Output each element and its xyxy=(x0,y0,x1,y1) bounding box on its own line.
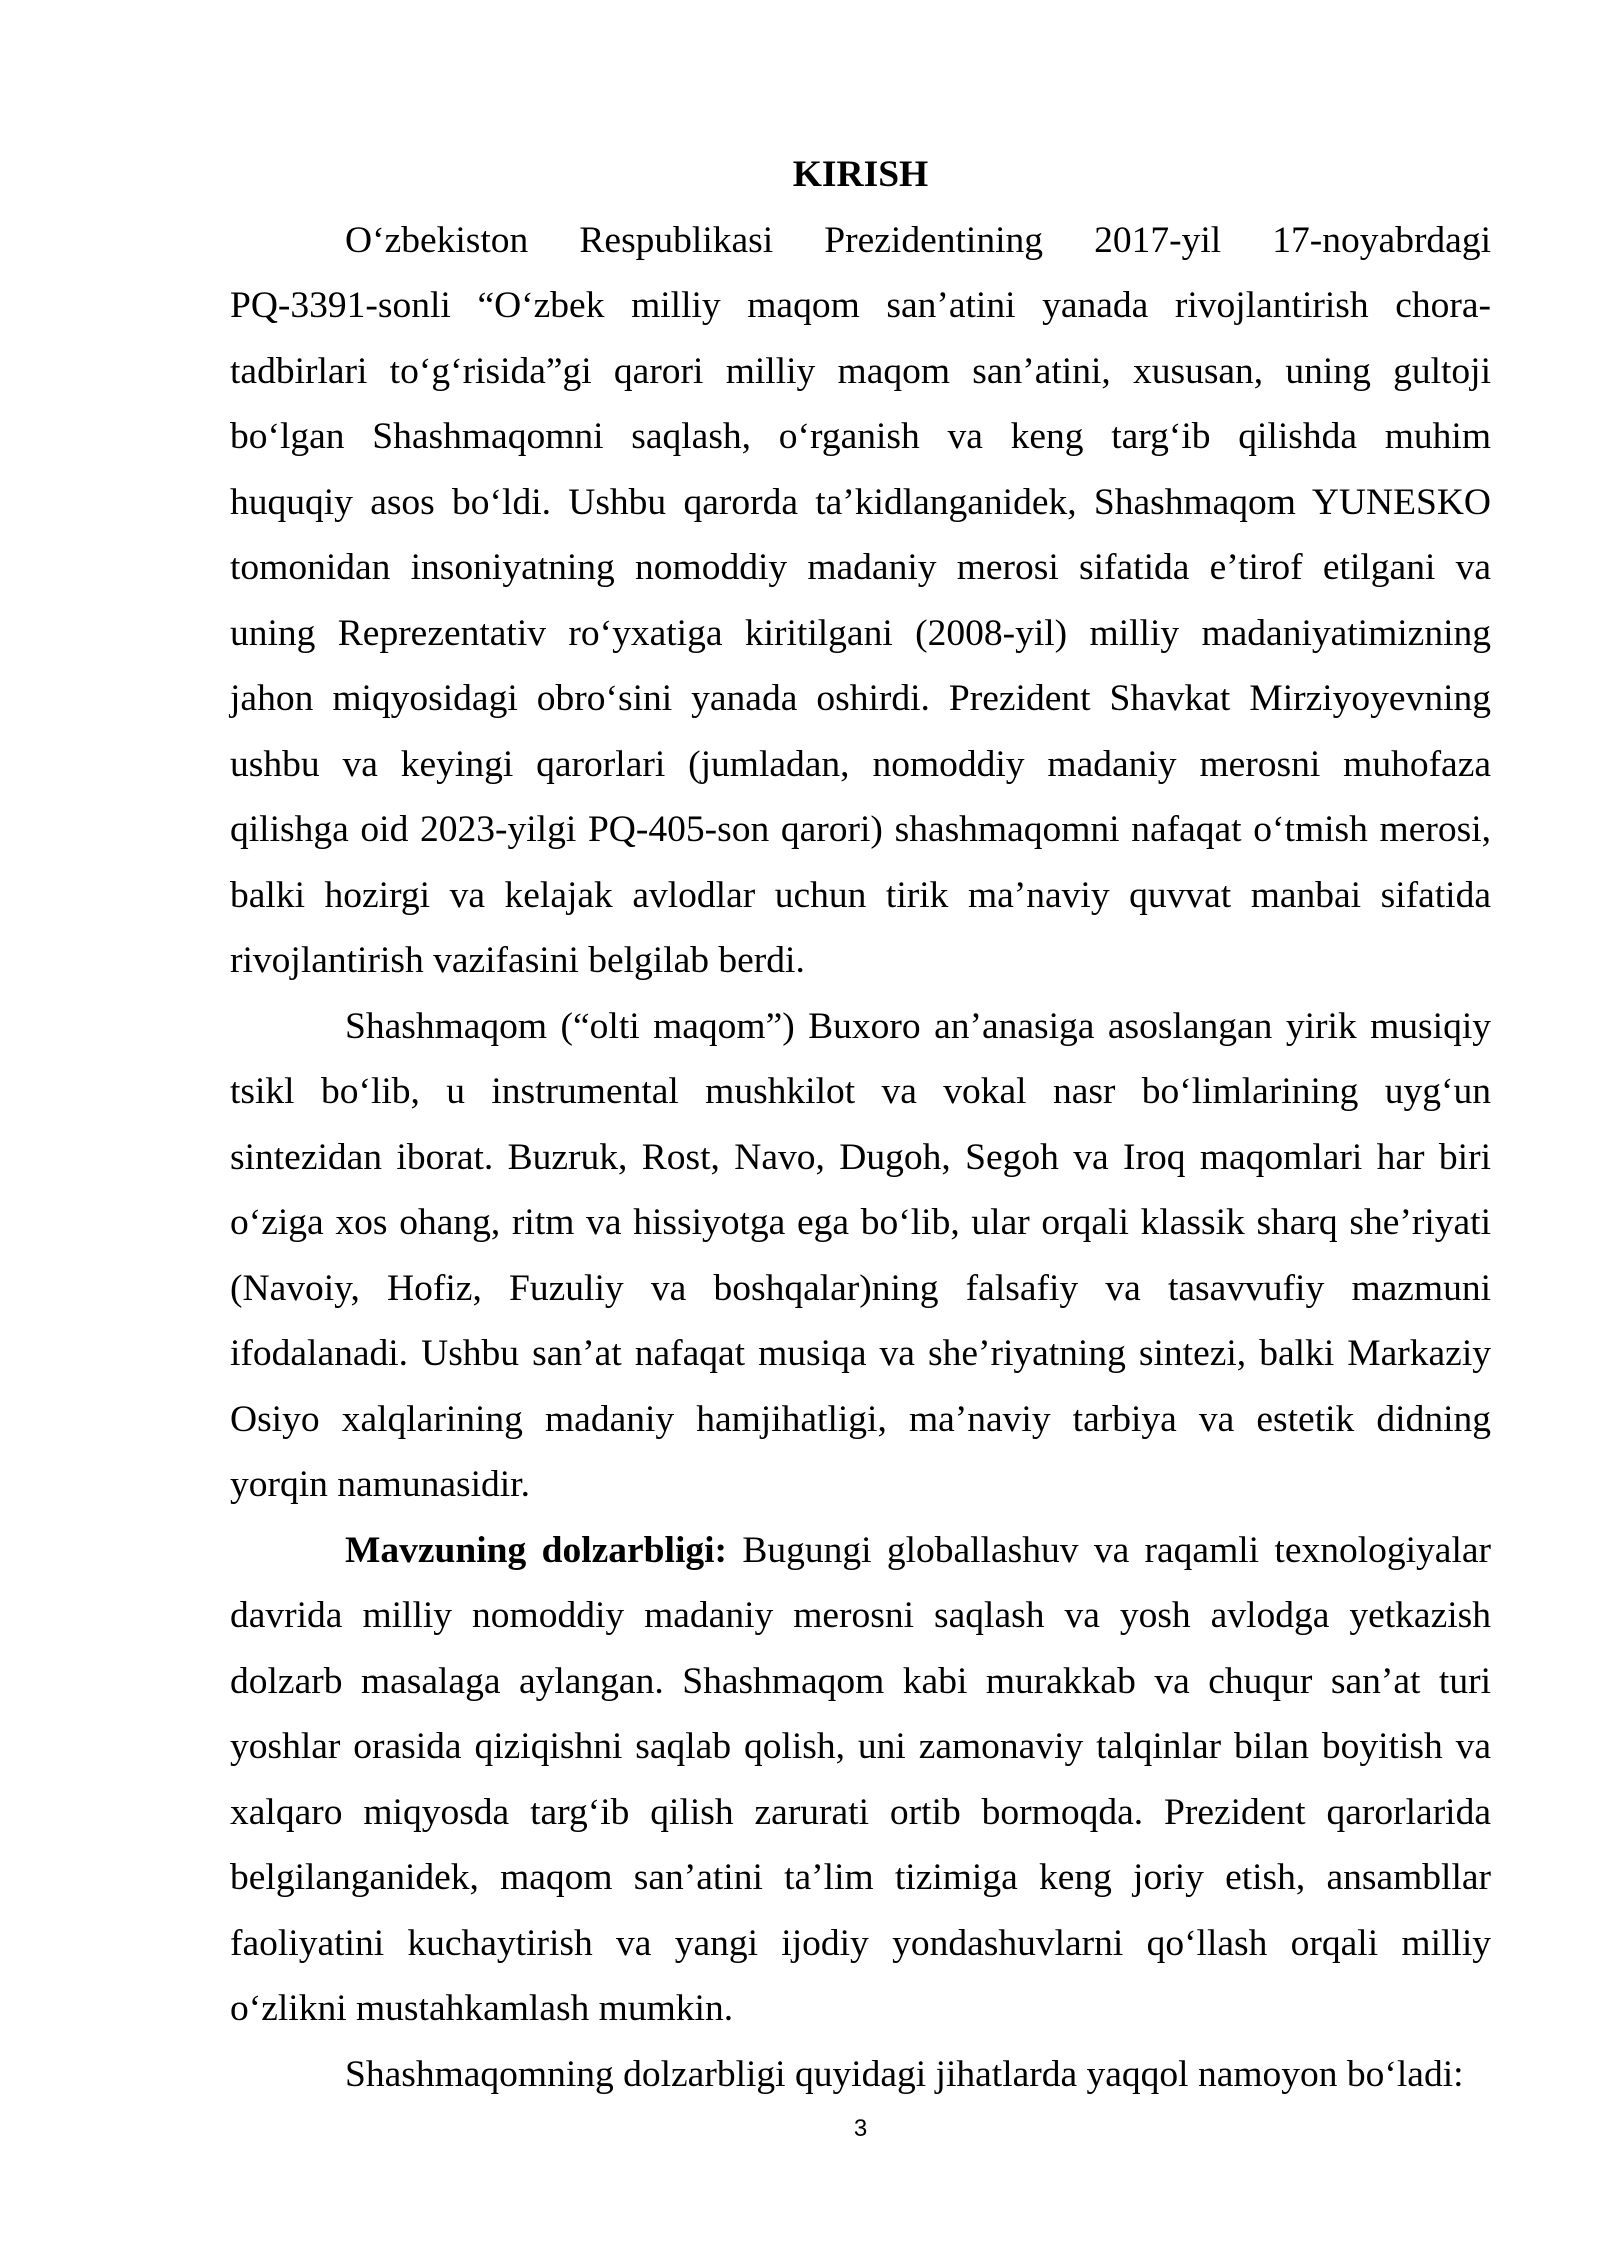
page-number: 3 xyxy=(853,2115,868,2142)
paragraph-1 xyxy=(230,208,1491,994)
text-line: Shashmaqomning dolzarbligi quyidagi jihatlarda yaqqol namoyon bo‘ladi: xyxy=(345,2053,1464,2095)
text-line: jahon miqyosidagi obro‘sini yanada oshirdi. Prezident Shavkat Mirziyoyevning xyxy=(230,678,1491,719)
page-title: KIRISH xyxy=(792,154,929,195)
text-line: bo‘lgan Shashmaqomni saqlash, o‘rganish va keng targ‘ib qilishda muhim xyxy=(230,416,1491,457)
text-line: belgilanganidek, maqom san’atini ta’lim tizimiga keng joriy etish, ansambllar xyxy=(230,1857,1491,1898)
text-line: O‘zbekiston Respublikasi Prezidentining 2017-yil 17-noyabrdagi xyxy=(345,219,1491,261)
text-line: uning Reprezentativ ro‘yxatiga kiritilgani (2008-yil) milliy madaniyatimizning xyxy=(230,612,1491,654)
text-line: tomonidan insoniyatning nomoddiy madaniy merosi sifatida e’tirof etilgani va xyxy=(230,547,1491,588)
text-line: o‘ziga xos ohang, ritm va hissiyotga ega bo‘lib, ular orqali klassik sharq she’riyati xyxy=(230,1202,1491,1243)
body-text xyxy=(230,142,1491,2107)
text-line: yorqin namunasidir. xyxy=(230,1464,530,1505)
text-line: dolzarb masalaga aylangan. Shashmaqom kabi murakkab va chuqur san’at turi xyxy=(230,1660,1491,1702)
text-line xyxy=(230,1518,1491,1584)
text-line: davrida milliy nomoddiy madaniy merosni saqlash va yosh avlodga yetkazish xyxy=(230,1595,1491,1636)
text-line: o‘zlikni mustahkamlash mumkin. xyxy=(230,1988,734,2029)
text-line: qilishga oid 2023-yilgi PQ-405-son qarori) shashmaqomni nafaqat o‘tmish merosi, xyxy=(230,809,1491,850)
paragraph-2 xyxy=(230,994,1491,1518)
paragraph-3 xyxy=(230,1518,1491,2042)
text-line: xalqaro miqyosda targ‘ib qilish zarurati ortib bormoqda. Prezident qarorlarida xyxy=(230,1791,1491,1833)
text-line: Shashmaqom (“olti maqom”) Buxoro an’anasiga asoslangan yirik musiqiy xyxy=(345,1005,1491,1047)
text-line: PQ-3391-sonli “O‘zbek milliy maqom san’atini yanada rivojlantirish chora- xyxy=(230,285,1491,326)
text-line: rivojlantirish vazifasini belgilab berdi. xyxy=(230,940,805,981)
text-line: (Navoiy, Hofiz, Fuzuliy va boshqalar)ning falsafiy va tasavvufiy mazmuni xyxy=(230,1267,1491,1309)
text-line: yoshlar orasida qiziqishni saqlab qolish, uni zamonaviy talqinlar bilan boyitish va xyxy=(230,1726,1491,1767)
text-line: tsikl bo‘lib, u instrumental mushkilot va vokal nasr bo‘limlarining uyg‘un xyxy=(230,1071,1491,1112)
paragraph-4 xyxy=(230,2042,1491,2108)
section-label: Mavzuning dolzarbligi: xyxy=(345,1529,728,1571)
text-line-content: Bugungi globallashuv va raqamli texnologiyalar xyxy=(742,1529,1491,1571)
text-line: balki hozirgi va kelajak avlodlar uchun tirik ma’naviy quvvat manbai sifatida xyxy=(230,874,1491,916)
text-line: ifodalanadi. Ushbu san’at nafaqat musiqa va she’riyatning sintezi, balki Markaziy xyxy=(230,1333,1491,1374)
text-line: sintezidan iborat. Buzruk, Rost, Navo, Dugoh, Segoh va Iroq maqomlari har biri xyxy=(230,1136,1491,1178)
text-line: tadbirlari to‘g‘risida”gi qarori milliy maqom san’atini, xususan, uning gultoji xyxy=(230,350,1491,392)
text-line: huquqiy asos bo‘ldi. Ushbu qarorda ta’kidlanganidek, Shashmaqom YUNESKO xyxy=(230,481,1491,523)
text-line: Osiyo xalqlarining madaniy hamjihatligi, ma’naviy tarbiya va estetik didning xyxy=(230,1398,1491,1440)
text-line: ushbu va keyingi qarorlari (jumladan, nomoddiy madaniy merosni muhofaza xyxy=(230,743,1491,785)
text-line: faoliyatini kuchaytirish va yangi ijodiy yondashuvlarni qo‘llash orqali milliy xyxy=(230,1922,1491,1964)
